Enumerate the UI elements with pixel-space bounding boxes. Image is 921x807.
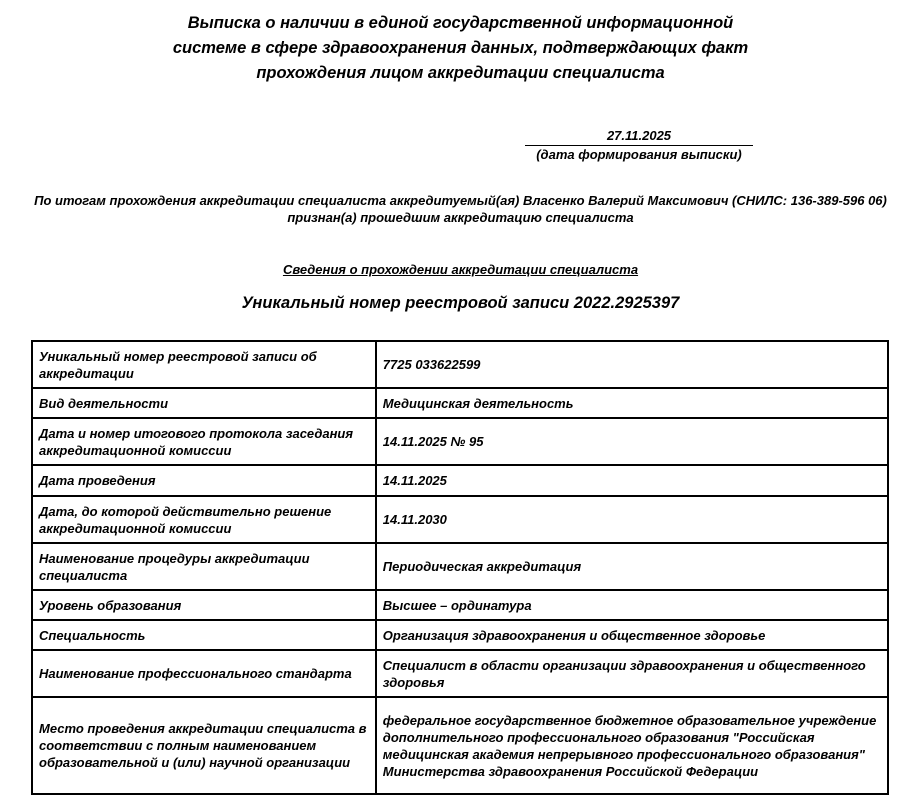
table-row (32, 388, 888, 418)
table-row (32, 543, 888, 590)
table-row (32, 496, 888, 543)
row-value: 14.11.2030 (376, 496, 888, 543)
document-title (0, 11, 921, 86)
row-label: Место проведения аккредитации специалиста в соответствии с полным наименованием образовательной и (или) научной организации (32, 697, 376, 794)
accreditation-info-table (31, 340, 889, 795)
table-row (32, 465, 888, 496)
row-label: Наименование процедуры аккредитации специалиста (32, 543, 376, 590)
formation-date-block (525, 128, 753, 163)
section-heading: Сведения о прохождении аккредитации специалиста (282, 262, 639, 277)
table-row (32, 620, 888, 650)
row-value: Организация здравоохранения и общественное здоровье (376, 620, 888, 650)
table-row (32, 590, 888, 620)
table-row (32, 341, 888, 388)
table-row (32, 650, 888, 697)
row-value: 7725 033622599 (376, 341, 888, 388)
row-label: Дата проведения (32, 465, 376, 496)
row-label: Вид деятельности (32, 388, 376, 418)
row-value: 14.11.2025 № 95 (376, 418, 888, 465)
accreditation-statement: По итогам прохождения аккредитации специалиста аккредитуемый(ая) Власенко Валерий Максимович (СНИЛС: 136-389-596 06) признан(а) прошедшим аккредитацию специалиста (34, 193, 887, 225)
row-label: Дата и номер итогового протокола заседания аккредитационной комиссии (32, 418, 376, 465)
title-line: Выписка о наличии в единой государственной информационной (187, 14, 734, 32)
formation-date-caption: (дата формирования выписки) (536, 147, 742, 162)
row-label: Дата, до которой действительно решение аккредитационной комиссии (32, 496, 376, 543)
row-value: Периодическая аккредитация (376, 543, 888, 590)
row-label: Специальность (32, 620, 376, 650)
row-label: Уровень образования (32, 590, 376, 620)
row-label: Наименование профессионального стандарта (32, 650, 376, 697)
row-label: Уникальный номер реестровой записи об аккредитации (32, 341, 376, 388)
formation-date: 27.11.2025 (525, 128, 753, 146)
registry-number: Уникальный номер реестровой записи 2022.2925397 (241, 294, 680, 312)
row-value: 14.11.2025 (376, 465, 888, 496)
title-line: системе в сфере здравоохранения данных, подтверждающих факт (172, 39, 749, 57)
row-value: Высшее – ординатура (376, 590, 888, 620)
row-value: Специалист в области организации здравоохранения и общественного здоровья (376, 650, 888, 697)
row-value: Медицинская деятельность (376, 388, 888, 418)
row-value: федеральное государственное бюджетное образовательное учреждение дополнительного профессионального образования "Российская медицинская академия непрерывного профессионального образования" Министерства здравоохранения Российской Федерации (376, 697, 888, 794)
table-row (32, 418, 888, 465)
table-row (32, 697, 888, 794)
title-line: прохождения лицом аккредитации специалиста (256, 64, 665, 82)
